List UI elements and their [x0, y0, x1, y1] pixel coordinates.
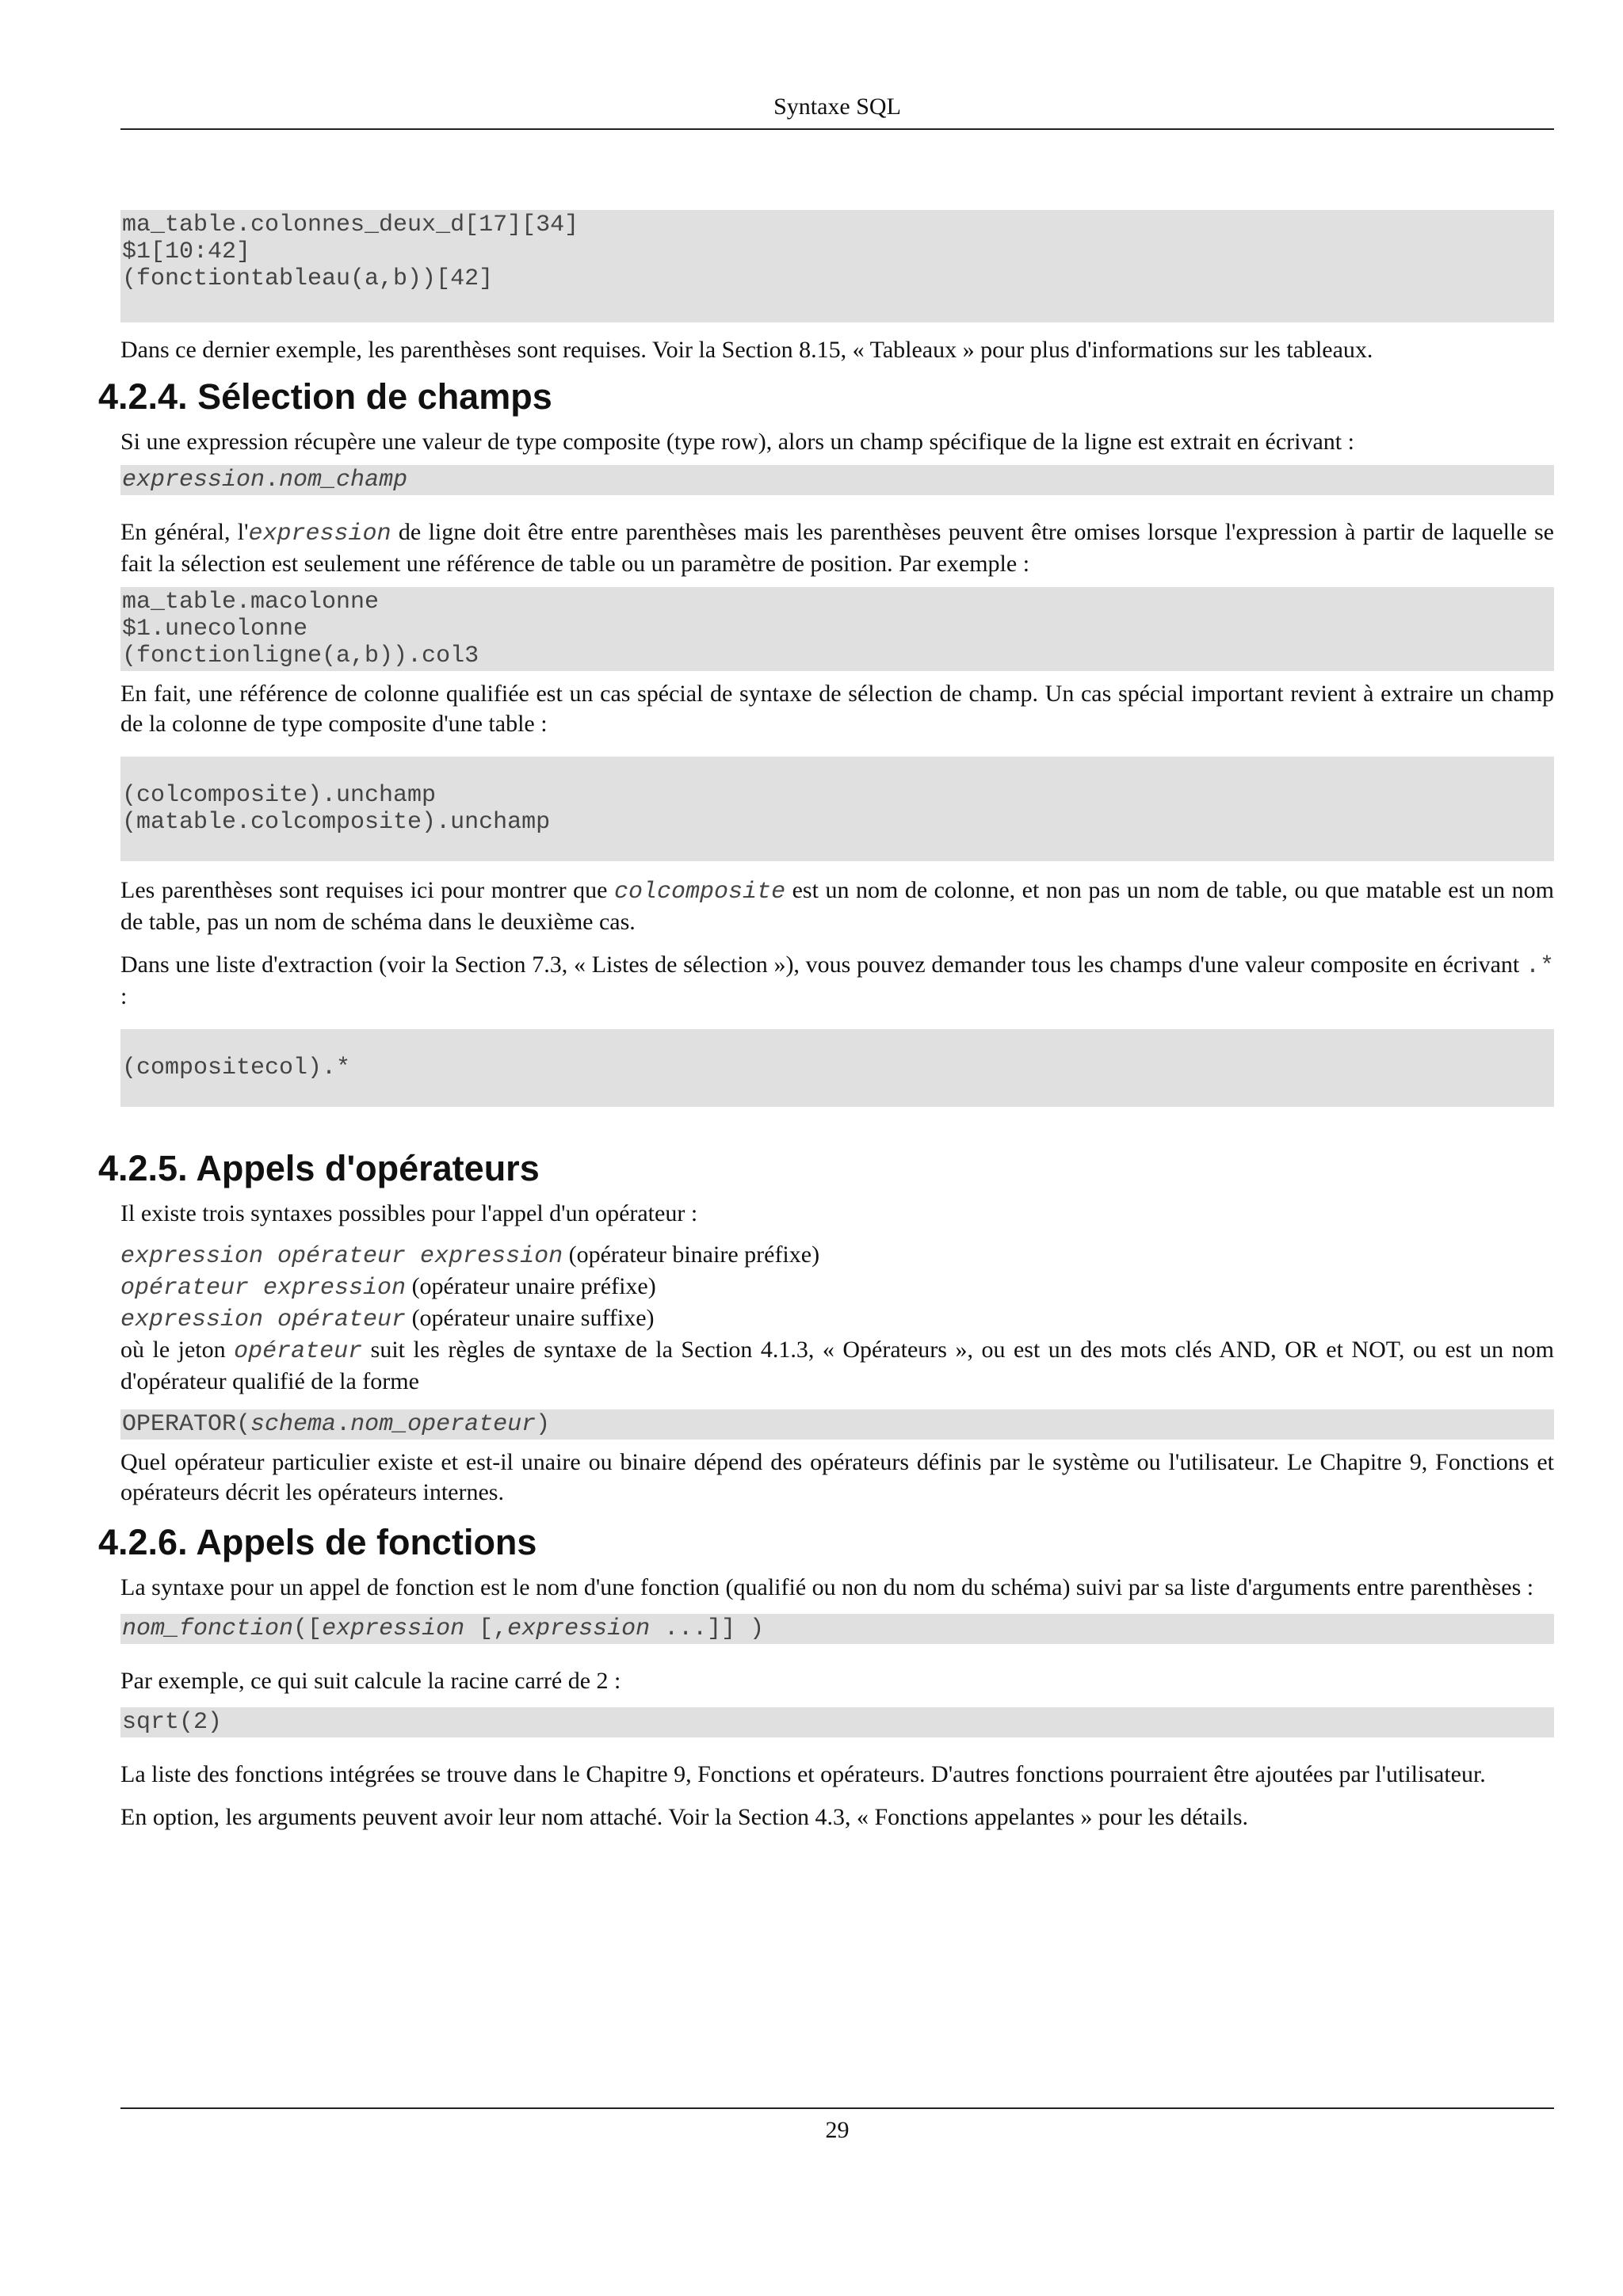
header-rule: [120, 128, 1554, 130]
inline-code: .*: [1525, 953, 1554, 980]
code-line: ma_table.macolonne: [122, 589, 380, 616]
code-block-examples: [120, 587, 1554, 671]
operator-syntax-prefix: [120, 1272, 1554, 1303]
paragraph: Il existe trois syntaxes possibles pour l'appel d'un opérateur :: [120, 1200, 698, 1226]
code-text: .: [336, 1411, 351, 1438]
code-block-field-selection: [120, 465, 1554, 495]
code-line: (colcomposite).unchamp: [122, 782, 437, 809]
section-heading-4-2-4: 4.2.4. Sélection de champs: [98, 376, 552, 417]
text: (opérateur binaire préfixe): [563, 1241, 820, 1268]
code-italic: nom_fonction: [122, 1615, 294, 1642]
code-italic: expression: [507, 1615, 651, 1642]
code-line: $1.unecolonne: [122, 616, 308, 643]
paragraph: La syntaxe pour un appel de fonction est le nom d'une fonction (qualifié ou non du nom du schéma) suivi par sa liste d'arguments entre parenthèses :: [120, 1574, 1534, 1600]
inline-code: opérateur expression: [120, 1275, 407, 1302]
paragraph: [120, 517, 1554, 579]
inline-code: opérateur: [234, 1338, 363, 1365]
code-italic: schema: [250, 1411, 337, 1438]
code-text: OPERATOR(: [122, 1411, 251, 1438]
operator-syntax-binary: [120, 1240, 1554, 1272]
inline-code: expression opérateur: [120, 1306, 407, 1333]
code-block-composite: [120, 757, 1554, 861]
code-line: $1[10:42]: [122, 238, 251, 265]
text: (opérateur unaire préfixe): [406, 1273, 656, 1299]
code-text: .: [265, 467, 280, 494]
code-italic: nom_operateur: [350, 1411, 537, 1438]
operator-syntax-list: [120, 1240, 1554, 1335]
code-block-composite-star: (compositecol).*: [120, 1029, 1554, 1107]
code-block-operator: [120, 1409, 1554, 1440]
text: où le jeton: [120, 1337, 235, 1363]
code-text: ...]] ): [650, 1615, 765, 1642]
text: :: [120, 983, 128, 1009]
footer-rule: [120, 2107, 1554, 2109]
paragraph: [120, 950, 1554, 1012]
code-block-function-call: [120, 1614, 1554, 1644]
code-block-array: [120, 210, 1554, 322]
code-italic: expression: [322, 1615, 465, 1642]
text: Dans une liste d'extraction (voir la Section 7.3, « Listes de sélection »), vous pouvez demander tous les champs d'une valeur composite en écrivant: [120, 952, 1526, 978]
code-block-sqrt: sqrt(2): [120, 1707, 1554, 1737]
paragraph: En fait, une référence de colonne qualifiée est un cas spécial de syntaxe de sélection de champ. Un cas spécial important revient à extraire un champ de la colonne de type composite d'une table :: [120, 681, 1554, 737]
text: suit les règles de syntaxe de la Section 4.1.3, « Opérateurs », ou est un des mots clés AND, OR et NOT, ou est un nom d'opérateur qualifié de la forme: [120, 1337, 1554, 1394]
paragraph: Si une expression récupère une valeur de type composite (type row), alors un champ spécifique de la ligne est extrait en écrivant :: [120, 429, 1354, 455]
inline-code: expression opérateur expression: [120, 1243, 563, 1270]
paragraph: [120, 1335, 1554, 1397]
paragraph: La liste des fonctions intégrées se trouve dans le Chapitre 9, Fonctions et opérateurs. D'autres fonctions pourraient être ajoutées par l'utilisateur.: [120, 1761, 1486, 1787]
inline-code: colcomposite: [614, 879, 786, 906]
code-text: ): [536, 1411, 551, 1438]
page-content: [98, 210, 1554, 1833]
page-number: 29: [825, 2117, 850, 2143]
code-line: (fonctiontableau(a,b))[42]: [122, 265, 494, 292]
code-line: ma_table.colonnes_deux_d[17][34]: [122, 212, 579, 238]
operator-syntax-suffix: [120, 1303, 1554, 1335]
paragraph: Par exemple, ce qui suit calcule la racine carré de 2 :: [120, 1668, 621, 1694]
code-line: (fonctionligne(a,b)).col3: [122, 643, 479, 669]
text: de ligne doit être entre parenthèses mais les parenthèses peuvent être omises lorsque l'expression à partir de laquelle se fait la sélection est seulement une référence de table ou un paramètre de position. Par exemple :: [120, 519, 1554, 577]
section-heading-4-2-6: 4.2.6. Appels de fonctions: [98, 1522, 537, 1562]
paragraph: Quel opérateur particulier existe et est-il unaire ou binaire dépend des opérateurs définis par le système ou l'utilisateur. Le Chapitre 9, Fonctions et opérateurs décrit les opérateurs internes.: [120, 1449, 1554, 1505]
text: Les parenthèses sont requises ici pour montrer que: [120, 877, 615, 903]
paragraph: Dans ce dernier exemple, les parenthèses sont requises. Voir la Section 8.15, « Tableaux » pour plus d'informations sur les tableaux.: [120, 337, 1373, 363]
text: est un nom de colonne, et non pas un nom de table, ou que matable est un nom de table, pas un nom de schéma dans le deuxième cas.: [120, 877, 1554, 935]
page-header: Syntaxe SQL: [773, 93, 901, 120]
inline-code: expression: [248, 521, 391, 547]
code-italic: expression: [122, 467, 265, 494]
paragraph: En option, les arguments peuvent avoir leur nom attaché. Voir la Section 4.3, « Fonctions appelantes » pour les détails.: [120, 1804, 1249, 1830]
text: En général, l': [120, 519, 249, 545]
code-text: ([: [293, 1615, 323, 1642]
code-line: (matable.colcomposite).unchamp: [122, 809, 551, 836]
code-italic: nom_champ: [279, 467, 408, 494]
code-text: [,: [464, 1615, 508, 1642]
section-heading-4-2-5: 4.2.5. Appels d'opérateurs: [98, 1148, 540, 1188]
paragraph: [120, 875, 1554, 937]
text: (opérateur unaire suffixe): [406, 1305, 655, 1331]
